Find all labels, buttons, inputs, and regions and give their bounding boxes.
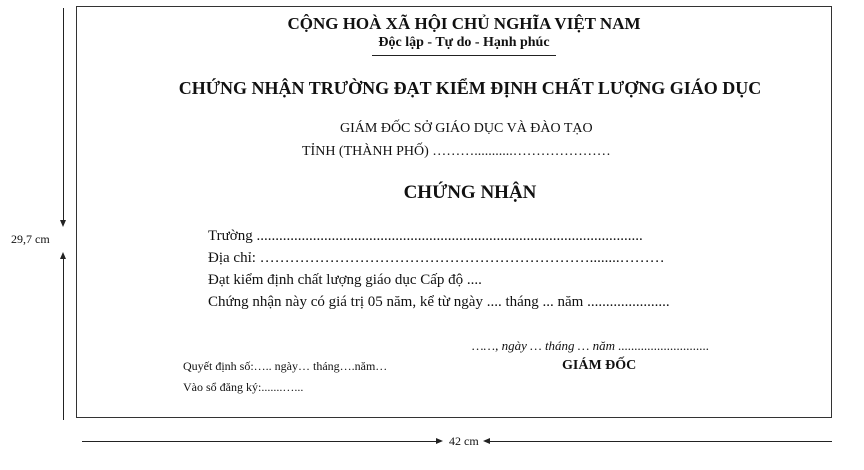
field-level: Đạt kiểm định chất lượng giáo dục Cấp độ .... <box>208 272 482 288</box>
height-dimension-label: 29,7 cm <box>11 232 50 246</box>
field-validity: Chứng nhận này có giá trị 05 năm, kể từ ngày .... tháng ... năm ...................... <box>208 294 670 310</box>
issuer-line-1: GIÁM ĐỐC SỞ GIÁO DỤC VÀ ĐÀO TẠO <box>340 121 593 136</box>
field-address: Địa chỉ: …………………………………………………………........……… <box>208 250 665 266</box>
height-dimension-line-top <box>63 8 64 222</box>
register-entry: Vào sổ đăng ký:.......…... <box>183 380 304 394</box>
width-dimension-label: 42 cm <box>449 434 479 448</box>
height-arrow-down <box>60 220 66 227</box>
decision-number: Quyết định số:….. ngày… tháng….năm… <box>183 359 388 373</box>
certificate-heading: CHỨNG NHẬN <box>403 182 537 203</box>
width-arrow-right <box>436 438 443 444</box>
certificate-title: CHỨNG NHẬN TRƯỜNG ĐẠT KIỂM ĐỊNH CHẤT LƯỢNG GIÁO DỤC <box>178 78 762 98</box>
width-dimension-line-left <box>82 441 438 442</box>
date-line: ……, ngày … tháng … năm ............................ <box>472 338 710 353</box>
height-dimension-line-bottom <box>63 258 64 420</box>
issuer-line-2: TỈNH (THÀNH PHỐ) ………...........………………… <box>302 144 611 159</box>
motto-underline <box>372 55 556 56</box>
field-school: Trường ....................................................................................................... <box>208 228 643 244</box>
national-motto: Độc lập - Tự do - Hạnh phúc <box>378 35 550 50</box>
width-dimension-line-right <box>489 441 832 442</box>
country-name: CỘNG HOÀ XÃ HỘI CHỦ NGHĨA VIỆT NAM <box>287 14 641 33</box>
signer-title: GIÁM ĐỐC <box>562 358 637 373</box>
certificate-frame <box>76 6 832 418</box>
